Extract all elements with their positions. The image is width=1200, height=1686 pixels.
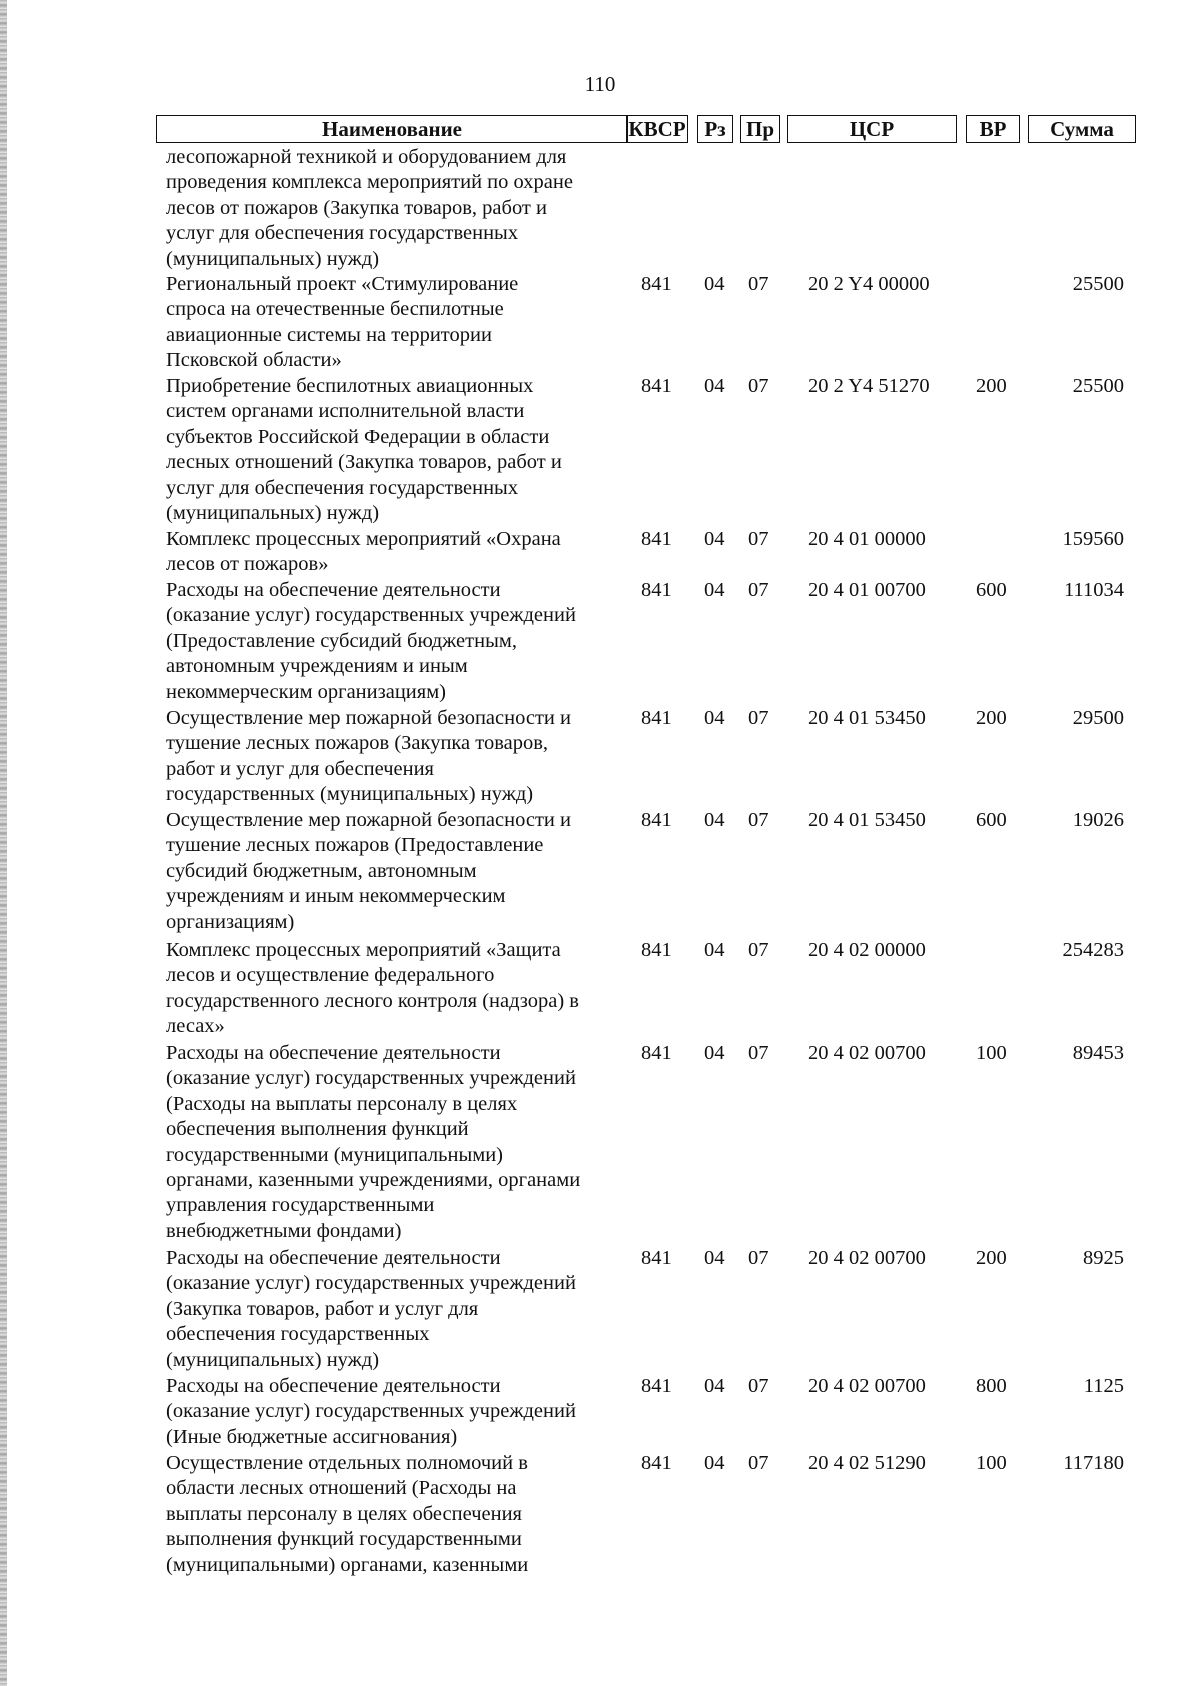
row-rz: 04 [704,707,725,729]
text-line: Приобретение беспилотных авиационных [166,375,534,397]
row-vr: 200 [976,707,1007,729]
row-pr: 07 [748,273,769,295]
text-line: обеспечения выполнения функций [166,1118,469,1141]
text-line: авиационные системы на территории [166,323,492,346]
text-line: Комплекс процессных мероприятий «Защита [166,939,561,961]
scan-edge [0,0,7,1686]
row-name [166,527,628,578]
row-csr: 20 2 Y4 00000 [808,273,930,295]
row-kvsr: 841 [641,939,672,961]
row-name [166,1246,628,1373]
row-name [166,1041,628,1244]
text-line: (Иные бюджетные ассигнования) [166,1425,458,1448]
row-csr: 20 4 01 00000 [808,528,926,550]
text-line: Расходы на обеспечение деятельности [166,579,501,601]
row-kvsr: 841 [641,273,672,295]
row-sum: 8925 [1083,1247,1124,1269]
text-line: учреждениям и иным некоммерческим [166,885,506,908]
row-kvsr: 841 [641,1042,672,1064]
row-sum: 111034 [1064,579,1124,601]
row-pr: 07 [748,1042,769,1064]
text-line: (оказание услуг) государственных учреждений [166,604,576,627]
text-line: лесов и осуществление федерального [166,964,495,987]
header-csr: ЦСР [787,115,957,143]
row-sum: 19026 [1072,809,1124,831]
row-pr: 07 [748,809,769,831]
page-number: 110 [584,72,616,96]
text-line: тушение лесных пожаров (Предоставление [166,834,544,857]
text-line: выплаты персоналу в целях обеспечения [166,1502,522,1525]
row-sum: 159560 [1062,528,1124,550]
text-line: систем органами исполнительной власти [166,400,525,423]
row-rz: 04 [704,528,725,550]
text-line: некоммерческим организациям) [166,680,446,703]
text-line: обеспечения государственных [166,1323,430,1346]
row-pr: 07 [748,579,769,601]
header-rz: Рз [697,115,733,143]
text-line: тушение лесных пожаров (Закупка товаров, [166,732,549,755]
row-pr: 07 [748,375,769,397]
row-sum: 1125 [1083,1375,1124,1397]
text-line: лесов от пожаров (Закупка товаров, работ и [166,196,547,219]
text-line: услуг для обеспечения государственных [166,476,519,499]
text-line: субъектов Российской Федерации в области [166,425,550,448]
text-line: выполнения функций государственными [166,1528,522,1551]
text-line: (оказание услуг) государственных учреждений [166,1067,576,1090]
table-header [156,115,1136,145]
text-line: автономным учреждениям и иным [166,655,468,678]
row-name [166,1374,628,1450]
row-name [166,706,628,808]
row-rz: 04 [704,1247,725,1269]
text-line: Осуществление мер пожарной безопасности и [166,707,571,729]
row-rz: 04 [704,375,725,397]
row-pr: 07 [748,528,769,550]
text-line: области лесных отношений (Расходы на [166,1477,517,1500]
header-vr: ВР [966,115,1020,143]
row-name [166,938,628,1040]
text-line: спроса на отечественные беспилотные [166,298,504,321]
text-line: (муниципальными) органами, казенными [166,1553,529,1576]
row-kvsr: 841 [641,809,672,831]
text-line: Псковской области» [166,349,342,372]
text-line: внебюджетными фондами) [166,1219,402,1242]
row-sum: 117180 [1063,1452,1124,1474]
row-vr: 100 [976,1042,1007,1064]
row-rz: 04 [704,1452,725,1474]
row-kvsr: 841 [641,1375,672,1397]
text-line: государственных (муниципальных) нужд) [166,783,534,806]
text-line: Осуществление отдельных полномочий в [166,1452,528,1474]
row-name [166,1451,628,1578]
row-vr: 600 [976,809,1007,831]
row-kvsr: 841 [641,1247,672,1269]
row-name [166,374,628,526]
row-kvsr: 841 [641,375,672,397]
row-sum: 89453 [1072,1042,1124,1064]
row-rz: 04 [704,579,725,601]
text-line: работ и услуг для обеспечения [166,757,434,780]
row-vr: 100 [976,1452,1007,1474]
row-rz: 04 [704,1042,725,1064]
row-csr: 20 2 Y4 51270 [808,375,930,397]
row-name [166,578,628,705]
text-line: (муниципальных) нужд) [166,1348,380,1371]
row-sum: 25500 [1072,273,1124,295]
row-name [166,808,628,935]
text-line: Расходы на обеспечение деятельности [166,1042,501,1064]
row-sum: 25500 [1072,375,1124,397]
row-csr: 20 4 02 51290 [808,1452,926,1474]
text-line: субсидий бюджетным, автономным [166,859,477,882]
row-kvsr: 841 [641,1452,672,1474]
row-pr: 07 [748,939,769,961]
row-pr: 07 [748,1452,769,1474]
text-line: (муниципальных) нужд) [166,502,380,525]
text-line: Расходы на обеспечение деятельности [166,1247,501,1269]
row-rz: 04 [704,1375,725,1397]
row-kvsr: 841 [641,579,672,601]
header-kvsr: КВСР [626,115,688,143]
text-line: Осуществление мер пожарной безопасности и [166,809,571,831]
text-line: (оказание услуг) государственных учреждений [166,1400,576,1423]
row-pr: 07 [748,1375,769,1397]
row-csr: 20 4 02 00700 [808,1042,926,1064]
row-vr: 200 [976,1247,1007,1269]
row-vr: 800 [976,1375,1007,1397]
row-csr: 20 4 01 00700 [808,579,926,601]
row-rz: 04 [704,273,725,295]
continuation-text [166,145,626,272]
text-line: лесных отношений (Закупка товаров, работ и [166,451,562,474]
text-line: (муниципальных) нужд) [166,247,380,270]
row-rz: 04 [704,809,725,831]
row-rz: 04 [704,939,725,961]
text-line: государственными (муниципальными) [166,1143,503,1166]
text-line: организациям) [166,910,295,933]
text-line: лесов от пожаров» [166,553,329,576]
text-line: проведения комплекса мероприятий по охране [166,171,573,194]
text-line: (Предоставление субсидий бюджетным, [166,629,517,652]
text-line: лесопожарной техникой и оборудованием для [166,146,567,168]
header-pr: Пр [740,115,780,143]
row-kvsr: 841 [641,528,672,550]
text-line: органами, казенными учреждениями, органами [166,1169,581,1192]
row-pr: 07 [748,707,769,729]
row-csr: 20 4 01 53450 [808,809,926,831]
text-line: (Расходы на выплаты персоналу в целях [166,1092,518,1115]
row-name [166,272,628,374]
row-csr: 20 4 02 00700 [808,1247,926,1269]
row-csr: 20 4 02 00000 [808,939,926,961]
text-line: лесах» [166,1015,225,1038]
row-kvsr: 841 [641,707,672,729]
text-line: управления государственными [166,1194,435,1217]
text-line: Расходы на обеспечение деятельности [166,1375,501,1397]
row-pr: 07 [748,1247,769,1269]
text-line: государственного лесного контроля (надзора) в [166,989,579,1012]
text-line: (оказание услуг) государственных учреждений [166,1272,576,1295]
header-name: Наименование [156,115,628,143]
text-line: Комплекс процессных мероприятий «Охрана [166,528,561,550]
row-sum: 29500 [1072,707,1124,729]
row-csr: 20 4 01 53450 [808,707,926,729]
row-sum: 254283 [1062,939,1124,961]
row-csr: 20 4 02 00700 [808,1375,926,1397]
text-line: Региональный проект «Стимулирование [166,273,519,295]
text-line: (Закупка товаров, работ и услуг для [166,1297,479,1320]
text-line: услуг для обеспечения государственных [166,222,519,245]
header-sum: Сумма [1028,115,1136,143]
row-vr: 600 [976,579,1007,601]
row-vr: 200 [976,375,1007,397]
